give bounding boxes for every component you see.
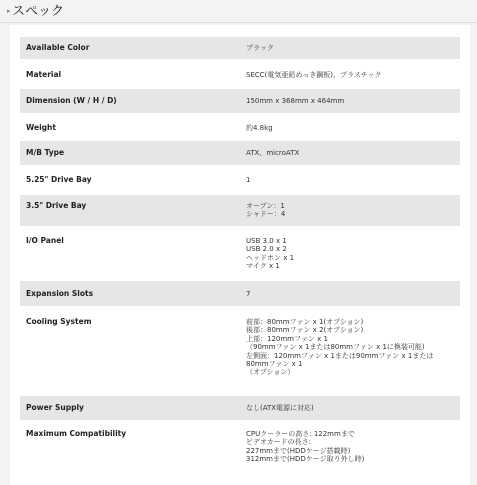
spec-label: Dimension (W / H / D)	[26, 96, 117, 105]
spec-label: I/O Panel	[26, 236, 64, 245]
spec-row-dimension	[20, 89, 460, 113]
spec-label: 5.25" Drive Bay	[26, 175, 92, 184]
spec-row-available-color	[20, 37, 460, 59]
spec-value: ブラック	[246, 44, 274, 52]
spec-value: 7	[246, 290, 251, 298]
spec-label: Weight	[26, 123, 56, 132]
spec-value: CPUクーラーの高さ: 122mmまで ビデオカードの長さ: 227mmまで(HDDケージ搭載時) 312mmまで(HDDケージ取り外し時)	[246, 430, 365, 464]
spec-value: 前部：80mmファン x 1(オプション) 後部：80mmファン x 2(オプション) 上部：120mmファン x 1 （90mmファン x 1または80mmファン x 1に換装可能) 左側面：120mmファン x 1または90mmファン x 1または 80mmファン x 1 （オプション）	[246, 318, 434, 377]
spec-label: Available Color	[26, 43, 90, 52]
spec-label: Cooling System	[26, 317, 92, 326]
spec-row-weight	[20, 113, 460, 141]
page-header	[0, 0, 477, 26]
spec-label: 3.5" Drive Bay	[26, 201, 87, 210]
spec-row-mb-type	[20, 141, 460, 165]
spec-row-io-panel	[20, 226, 460, 281]
spec-row-material	[20, 59, 460, 89]
header-divider	[0, 22, 477, 23]
spec-row-525-bay	[20, 165, 460, 195]
spec-value: USB 3.0 x 1 USB 2.0 x 2 ヘッドホン x 1 マイク x 1	[246, 237, 295, 271]
spec-label: Maximum Compatibility	[26, 429, 127, 438]
spec-value: 150mm x 368mm x 464mm	[246, 97, 345, 105]
spec-label: Material	[26, 70, 62, 79]
spec-value: ATX、microATX	[246, 149, 300, 157]
spec-value: 約4.8kg	[246, 124, 273, 132]
spec-value: SECC(電気亜鉛めっき鋼板)、プラスチック	[246, 71, 382, 79]
spec-row-cooling-system	[20, 306, 460, 391]
spec-label: Power Supply	[26, 403, 84, 412]
spec-row-expansion-slots	[20, 281, 460, 306]
spec-label: Expansion Slots	[26, 289, 94, 298]
page-title: スペック	[12, 4, 65, 19]
spec-value: 1	[246, 176, 251, 184]
spec-label: M/B Type	[26, 148, 65, 157]
spec-row-power-supply	[20, 396, 460, 420]
spec-row-35-bay	[20, 195, 460, 226]
spec-value: なし(ATX電源に対応)	[246, 404, 314, 412]
spec-row-max-compat	[20, 420, 460, 478]
spec-value: オープン：1 シャドー：4	[246, 202, 286, 219]
bullet-arrow-icon: ▸	[7, 7, 11, 15]
